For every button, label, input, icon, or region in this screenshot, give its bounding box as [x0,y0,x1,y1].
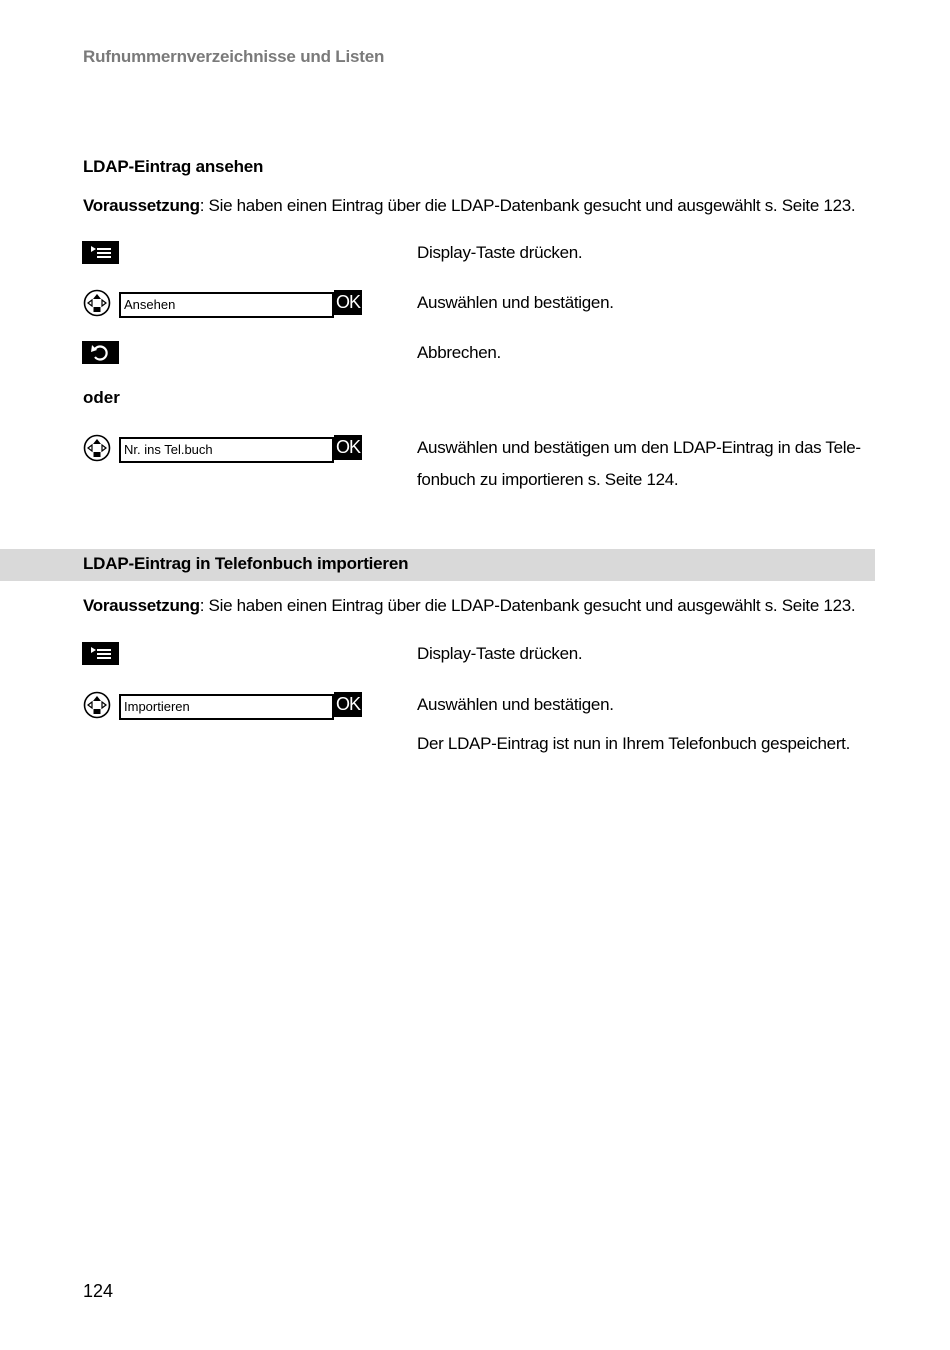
back-key-icon [82,341,119,364]
ok-key: OK [334,290,362,315]
prerequisite-2 [83,596,855,616]
nav-key-icon [83,691,111,719]
ok-key: OK [334,692,362,717]
step-desc [417,432,877,496]
prerequisite-label: Voraussetzung [83,196,200,215]
step-desc: Display-Taste drücken. [417,243,583,262]
nav-key-icon [83,289,111,317]
step-desc-line: Auswählen und bestätigen um den LDAP-Eintrag in das Tele- [417,438,861,457]
menu-key-icon [82,241,119,264]
display-field: Importieren [119,694,334,720]
section-title-view: LDAP-Eintrag ansehen [83,157,264,176]
section-title-import: LDAP-Eintrag in Telefonbuch importieren [83,554,409,573]
prerequisite-text: : Sie haben einen Eintrag über die LDAP-Datenbank gesucht und ausgewählt s. Seite 123. [199,596,856,615]
menu-key-icon [82,642,119,665]
prerequisite-1 [83,196,855,216]
step-desc: Abbrechen. [417,343,501,362]
step-desc: Auswählen und bestätigen. [417,695,614,714]
step-desc-line: fonbuch zu importieren s. Seite 124. [417,470,679,489]
prerequisite-label: Voraussetzung [83,596,200,615]
result-text: Der LDAP-Eintrag ist nun in Ihrem Telefonbuch gespeichert. [417,734,851,753]
oder-label: oder [83,388,120,407]
prerequisite-text: : Sie haben einen Eintrag über die LDAP-Datenbank gesucht und ausgewählt s. Seite 123. [199,196,856,215]
nav-key-icon [83,434,111,462]
display-field: Nr. ins Tel.buch [119,437,334,463]
step-desc: Display-Taste drücken. [417,644,583,663]
step-desc: Auswählen und bestätigen. [417,293,614,312]
display-field: Ansehen [119,292,334,318]
page-number: 124 [83,1281,114,1301]
ok-key: OK [334,435,362,460]
running-header: Rufnummernverzeichnisse und Listen [83,47,385,66]
